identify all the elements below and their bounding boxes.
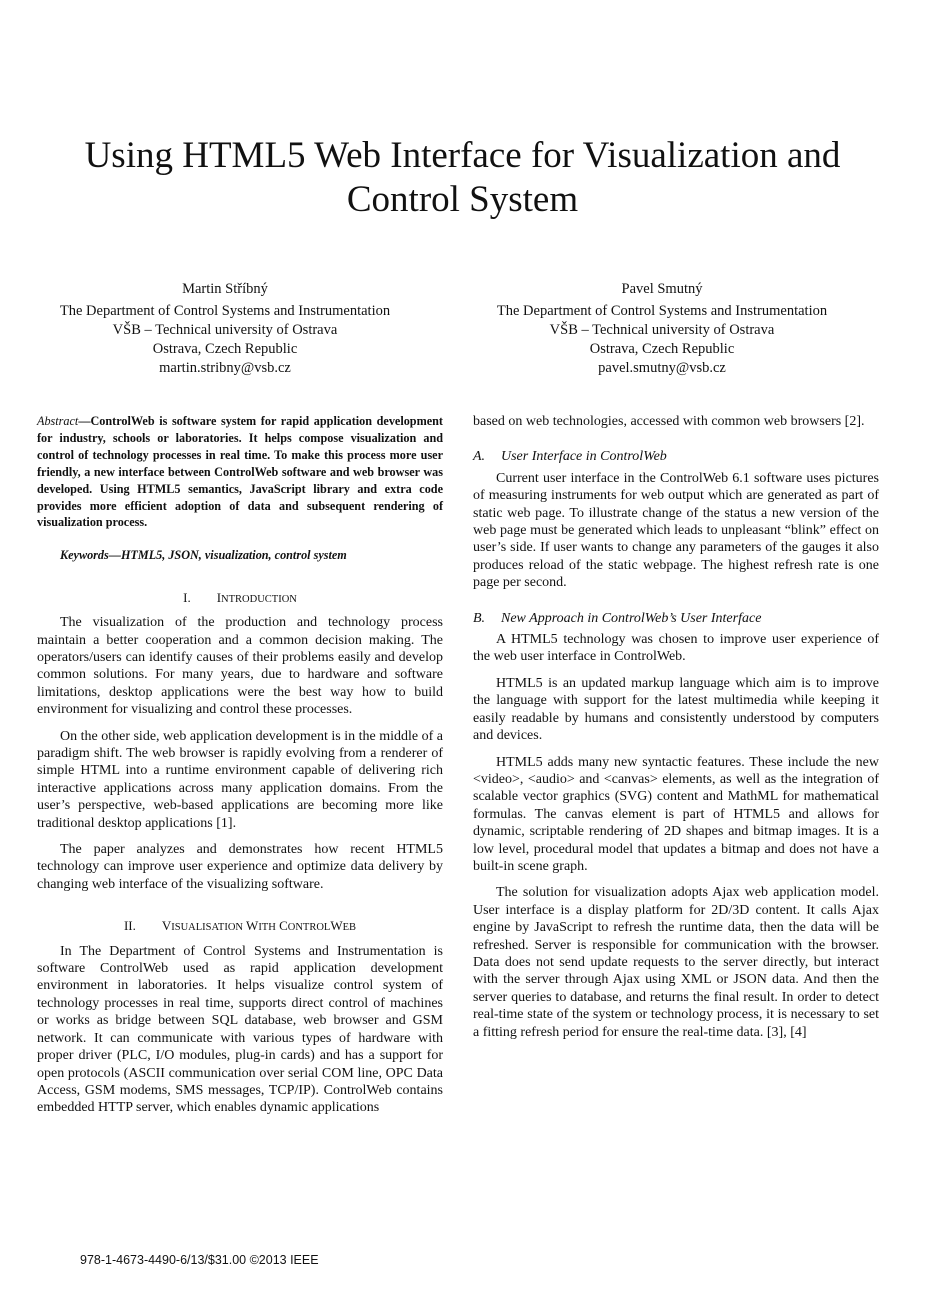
section-title-part: EB [342,922,357,934]
body-paragraph: A HTML5 technology was chosen to improve user experience of the web user interface in ControlWeb. [473,632,879,665]
section-title-part: ONTROL [287,922,331,934]
author-block-2 [457,280,867,378]
section-number: II. [123,918,136,934]
body-paragraph: Current user interface in the ControlWeb 6.1 software uses pictures of measuring instruments for web output which are generated as part of static web page. To illustrate change of the status a new version of the web page must be generated which leads to unpleasant “blink” effect on user’s side. If user wants to change any parameters of the gauges it also produces reload of the static webpage. The highest refresh rate is one page per second. [473,470,879,591]
author-email: pavel.smutny@vsb.cz [598,360,726,376]
paper-title-line-1: Using HTML5 Web Interface for Visualization and [84,135,841,176]
author-block-1 [20,280,430,378]
body-paragraph: HTML5 is an updated markup language which aim is to improve the language with support for the latest multimedia while keeping it easily readable by humans and consistently understood by computers and devices. [473,675,879,744]
author-university: VŠB – Technical university of Ostrava [549,322,775,338]
section-title-part: ITH [258,922,276,934]
author-email: martin.stribny@vsb.cz [159,360,291,376]
author-location: Ostrava, Czech Republic [152,341,298,357]
section-title-part: C [279,918,288,934]
subsection-title: New Approach in ControlWeb’s User Interface [501,610,762,626]
left-column [37,413,443,1117]
section-heading-introduction [37,589,443,608]
author-department: The Department of Control Systems and Instrumentation [496,303,828,319]
abstract-text: —ControlWeb is software system for rapid application development for industry, schools or laboratories. It helps compose visualization and control of technology processes in real time. To make this process more user friendly, a new interface between ControlWeb software and web browser was developed. Using HTML5 semantics, JavaScript library and extra code provides more efficient adoption of data and subsequent rendering of visualization process. [37,414,443,530]
paper-title [40,134,885,222]
copyright-footer: 978-1-4673-4490-6/13/$31.00 ©2013 IEEE [80,1253,319,1267]
section-number: I. [183,589,191,605]
author-location: Ostrava, Czech Republic [589,341,735,357]
body-paragraph: The solution for visualization adopts Ajax web application model. User interface is a display platform for 2D/3D content. It calls Ajax engine by JavaScript to refresh the runtime data, then the data will be refreshed. Server is responsible for communication with the browser. Data does not send update requests to the server directly, but interact with the server through Ajax using XML or JSON data. And then the server queries to database, and returns the final result. In order to detect real-time state of the system or technology process, it is necessary to set a fitting refresh period for ensure the real-time data. [3], [4] [473,885,879,1040]
section-title-rest: NTRODUCTION [221,593,297,605]
section-title-initial: I [216,589,222,605]
subsection-title: User Interface in ControlWeb [501,449,667,465]
subsection-heading-b [473,610,879,627]
section-title-part: W [330,918,343,934]
author-name: Martin Stříbný [182,281,268,297]
subsection-heading-a [473,448,879,465]
body-paragraph-continuation: based on web technologies, accessed with common web browsers [2]. [473,414,865,429]
body-paragraph: HTML5 adds many new syntactic features. These include the new <video>, <audio> and <canvas> elements, as well as the integration of scalable vector graphics (SVG) content and MathML for mathematical formulas. The canvas element is part of HTML5 and allows for dynamic, scriptable rendering of 2D shapes and bitmap images. It is a low level, procedural model that updates a bitmap and does not have a built-in scene graph. [473,754,879,874]
section-heading-visualisation [37,917,443,936]
body-paragraph: On the other side, web application development is in the middle of a paradigm shift. The web browser is rapidly evolving from a renderer of simple HTML into a runtime environment capable of delivering rich interactive applications across many application domains. From the user’s perspective, web-based applications are becoming more like traditional desktop applications [1]. [37,728,443,831]
section-title-part: W [246,918,259,934]
paper-title-line-2: Control System [346,179,579,220]
right-column [473,413,879,1041]
subsection-number: B. [473,610,486,626]
body-paragraph: The paper analyzes and demonstrates how recent HTML5 technology can improve user experience and optimize data delivery by changing web interface of the visualizing software. [37,842,443,892]
author-university: VŠB – Technical university of Ostrava [112,322,338,338]
author-department: The Department of Control Systems and Instrumentation [59,303,391,319]
abstract-label: Abstract [37,414,79,428]
subsection-number: A. [473,449,486,465]
section-title-part: ISUALISATION [171,922,244,934]
abstract [37,413,443,531]
body-paragraph: The visualization of the production and technology process maintain a better cooperation and a common decision making. The operators/users can identify causes of their problems easily and develop common solutions. For many years, due to hardware and software limitations, desktop applications were the best way how to build environment for visualizing and control these processes. [37,615,443,718]
author-name: Pavel Smutný [621,281,703,297]
body-paragraph: In The Department of Control Systems and Instrumentation is software ControlWeb used as rapid application development environment in laboratories. It helps visualize control system of technology processes in real time, supports direct control of machines or works as bridge between SQL database, web browser and GSM network. It can communicate with various types of hardware with proper driver (PLC, I/O modules, plug-in cards) and has a support for open protocols (ASCII communication over serial COM line, OPC Data Access, GSM modems, SMS messages, TCP/IP). ControlWeb contains embedded HTTP server, which enables dynamic applications [37,943,443,1116]
keywords: Keywords—HTML5, JSON, visualization, control system [60,548,347,563]
section-title-part: V [161,918,172,934]
